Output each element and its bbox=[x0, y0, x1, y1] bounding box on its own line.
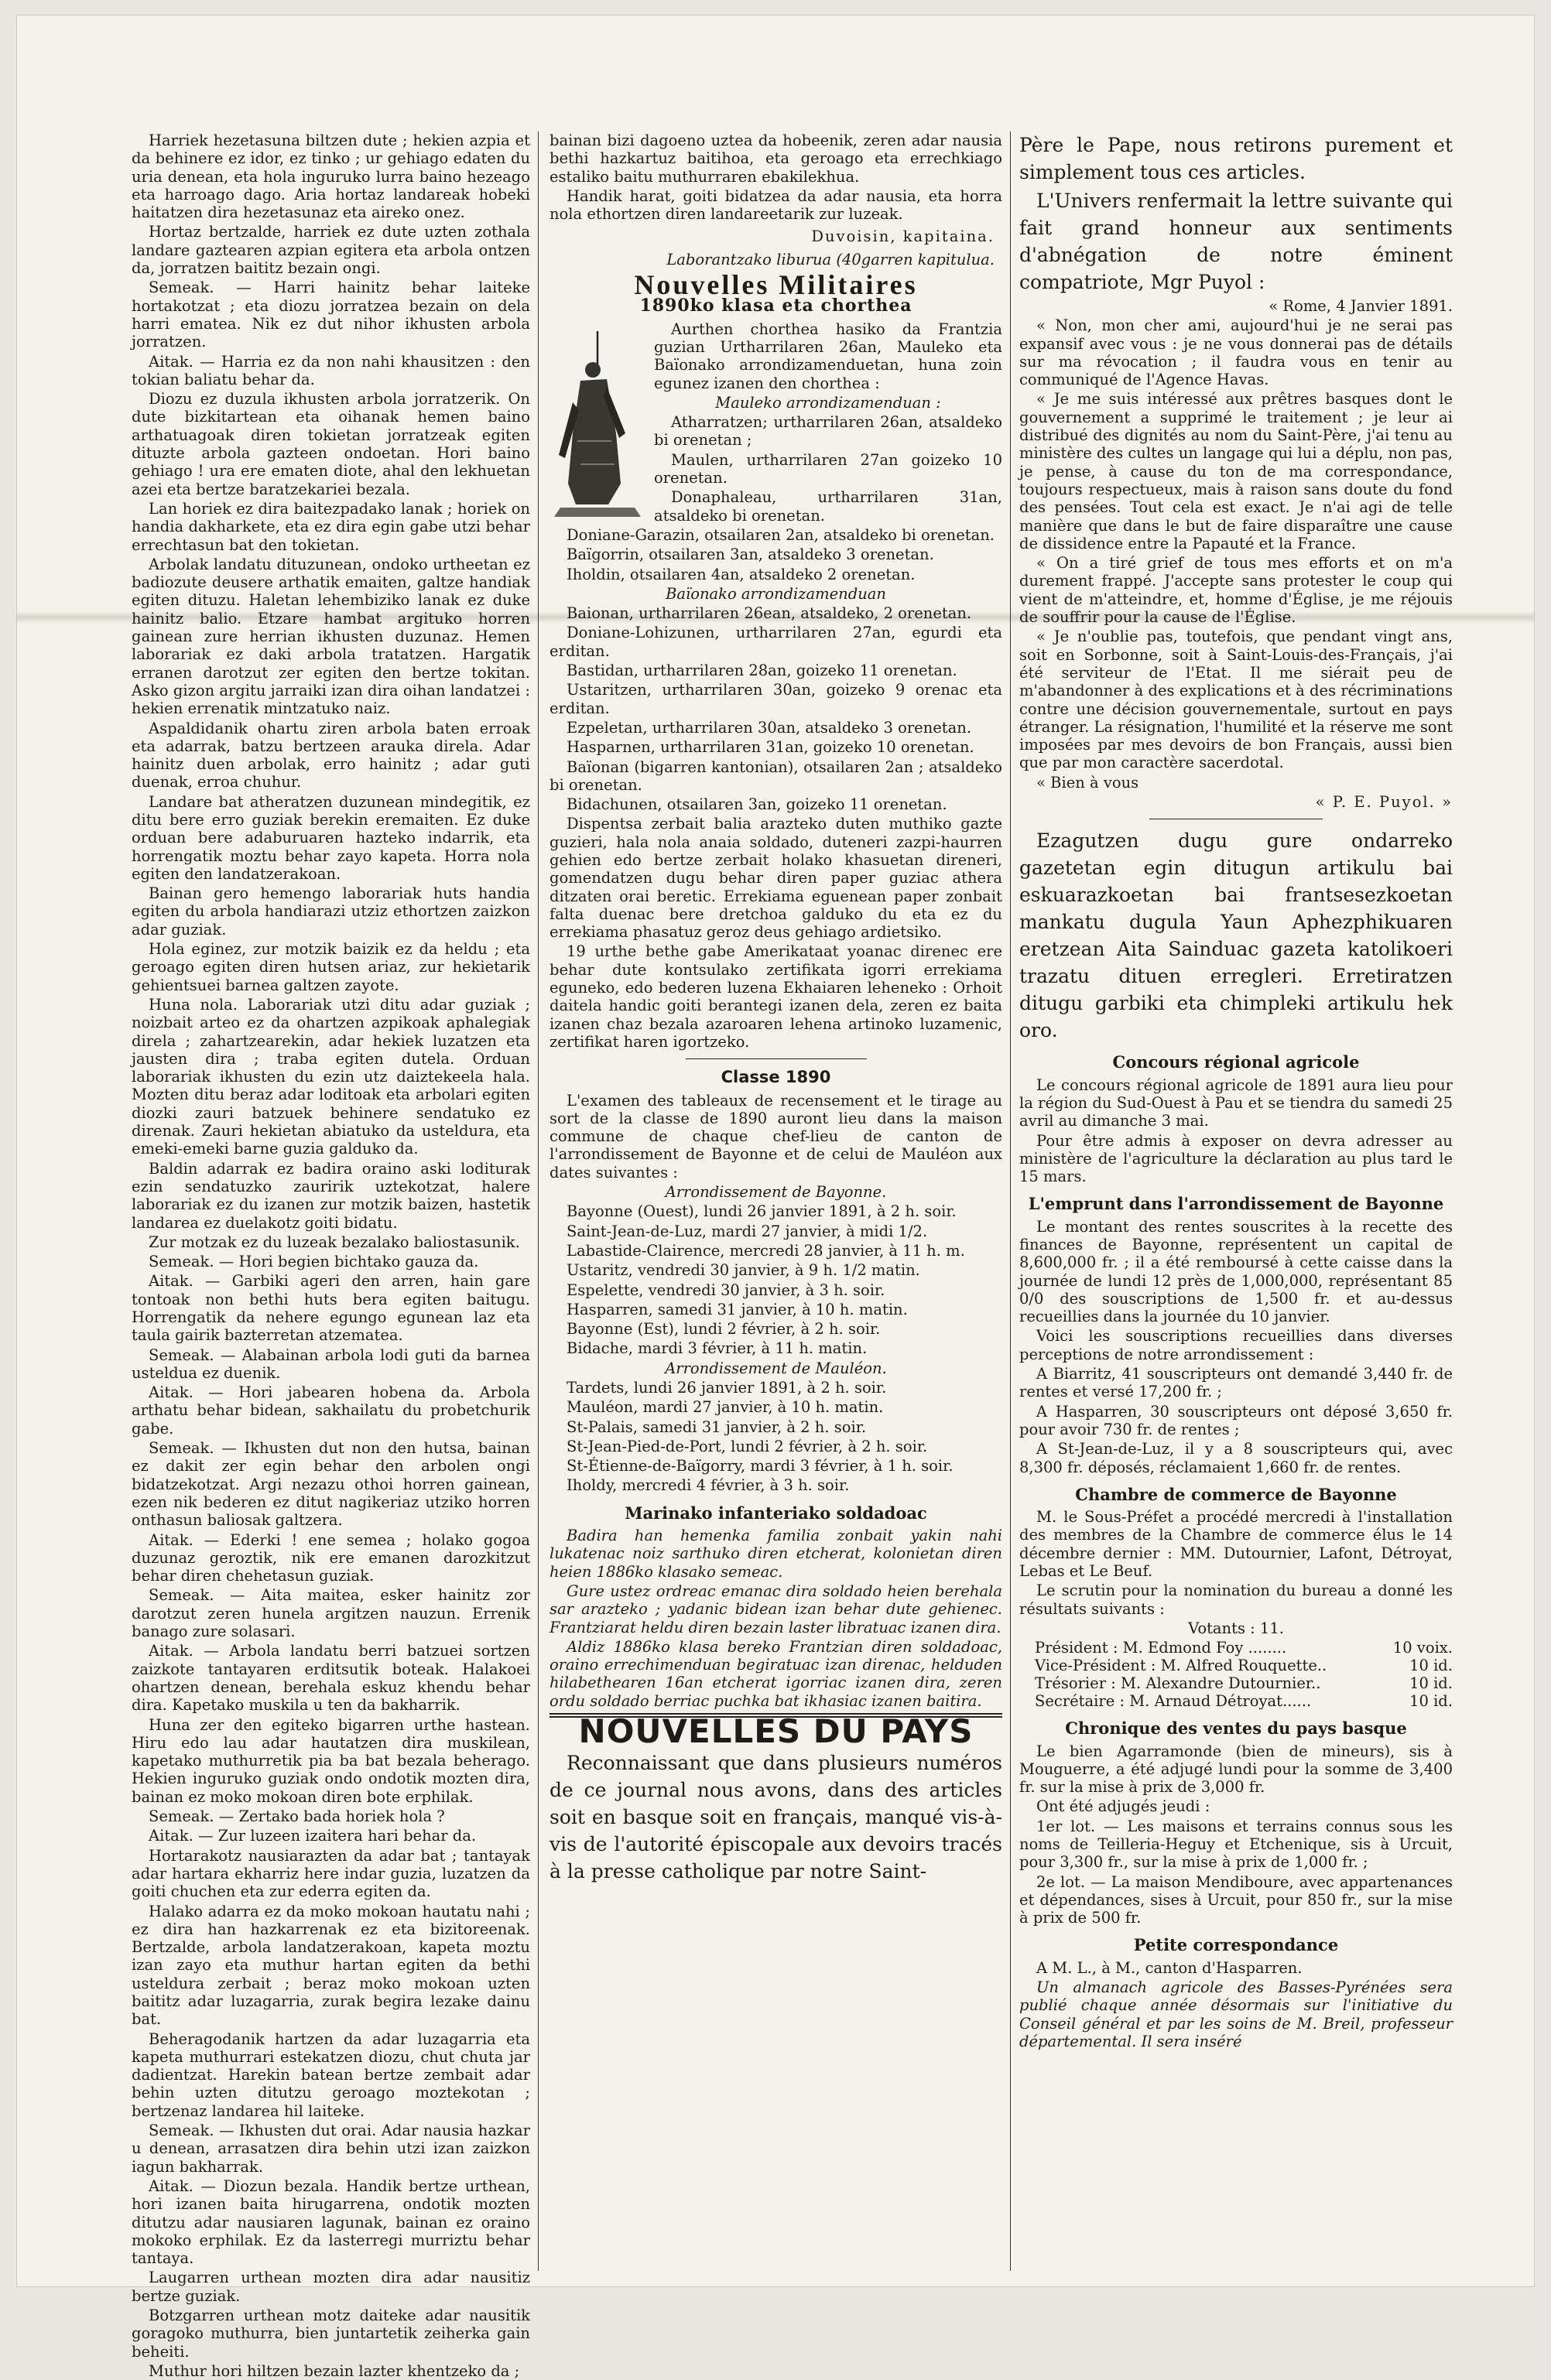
vote-name: Trésorier : M. Alexandre Dutournier.. bbox=[1035, 1674, 1321, 1693]
vote-count: 10 id. bbox=[1409, 1657, 1453, 1675]
paragraph: Diozu ez duzula ikhusten arbola jorratzerik. On dute bizkitartean eta oihanak hemen baino arthatuagoak diren tokietan jorratzeak egiten dituzte arbola gazteen ondoetan. Hori baino gehiago ! ura ere ematen diote, ahal den lekhuetan azei eta bertze baratzekariei bezala. bbox=[132, 390, 530, 498]
paragraph: Beheragodanik hartzen da adar luzagarria eta kapeta muthurrari estekatzen diozu, chut chuta jar dadientzat. Harekin batean bertze zembait adar behin uzten ditutzu geroago moztekotan ; bertzenaz landarea hil laiteke. bbox=[132, 2029, 530, 2120]
list-item: Labastide-Clairence, mercredi 28 janvier, à 11 h. m. bbox=[567, 1241, 965, 1260]
column-1 bbox=[132, 132, 530, 2380]
paragraph: Hortarakotz nausiarazten da adar bat ; tantayak adar hartara ekharriz here indar guzia, luzatzen da goiti chuchen eta zur ederra egiten da. bbox=[132, 1846, 530, 1901]
paragraph: Aurthen chorthea hasiko da Frantzia guzian Urtharrilaren 26an, Mauleko eta Baïonako arrondizamenduetan, huna zoin egunez izanen den chorthea : bbox=[654, 320, 1002, 392]
paragraph: Semeak. — Ikhusten dut non den hutsa, bainan ez dakit zer egin behar den arbolen ongi bidatzekotzat. Argi nezazu othoi horren gainean, ezen nik bederen ez ditut nagikeriaz utziko horren onthasun baliosak galtzera. bbox=[132, 1439, 530, 1530]
paragraph: Baldin adarrak ez badira oraino aski loditurak ezin sendatuzko zauririk uztekotzat, halere laborariak ez du izanen zur motzik baizen, hastetik landarea ez duelakotz goiti bidatu. bbox=[132, 1159, 530, 1232]
signature: Duvoisin, kapitaina. bbox=[811, 227, 995, 246]
column-2 bbox=[550, 132, 1002, 2271]
paragraph: Semeak. — Aita maitea, esker hainitz zor darotzut zeren hunela argitzen nauzun. Errenik banago zure solasari. bbox=[132, 1586, 530, 1641]
list-item: Saint-Jean-de-Luz, mardi 27 janvier, à midi 1/2. bbox=[567, 1222, 928, 1240]
section-title: Classe 1890 bbox=[721, 1068, 831, 1087]
paragraph: Aitak. — Ederki ! ene semea ; holako gogoa duzunaz geroztik, nik ere emanen darozkitzut behar diren chehetasun guziak. bbox=[132, 1530, 530, 1585]
list-item: Ustaritzen, urtharrilaren 30an, goizeko 9 orenac eta erditan. bbox=[550, 681, 1002, 717]
list-item: Doniane-Lohizunen, urtharrilaren 27an, egurdi eta erditan. bbox=[550, 624, 1002, 660]
paragraph: Semeak. — Ikhusten dut orai. Adar nausia hazkar u denean, arrasatzen dira behin utzi izan zaizkon iagun bakharrak. bbox=[132, 2122, 530, 2176]
column-rule bbox=[1010, 132, 1011, 2271]
list-item: Bastidan, urtharrilaren 28an, goizeko 11 orenetan. bbox=[567, 662, 957, 680]
list-item: Baïgorrin, otsailaren 3an, atsaldeko 3 orenetan. bbox=[567, 545, 934, 564]
paragraph: Laugarren urthean mozten dira adar nausitiz bertze guziak. bbox=[132, 2269, 530, 2305]
section-title: Concours régional agricole bbox=[1112, 1052, 1360, 1072]
list-item: St-Étienne-de-Baïgorry, mardi 3 février, à 1 h. soir. bbox=[567, 1457, 954, 1476]
subhead: Arrondissement de Bayonne. bbox=[665, 1183, 887, 1202]
section-title: L'emprunt dans l'arrondissement de Bayonne bbox=[1028, 1194, 1444, 1214]
paragraph: L'examen des tableaux de recensement et le tirage au sort de la classe de 1890 auront lieu dans la maison commune de chaque chef-lieu de canton de l'arrondissement de Bayonne et de celui de Mauléon aux dates suivantes : bbox=[550, 1091, 1002, 1181]
paragraph: Aitak. — Garbiki ageri den arren, hain gare tontoak non bethi huts bera egiten baitugu. Horrengatik da nehere egungo egunean laz eta taula gairik bazterretan atzematea. bbox=[132, 1272, 530, 1345]
paragraph: Aitak. — Diozun bezala. Handik bertze urthean, hori izanen baita hirugarrena, ondotik mozten ditutzu adar nausiaren lagunak, bainan ez oraino mokoko erphilak. Ez da lasterregi murriztu behar tantaya. bbox=[132, 2177, 530, 2268]
paragraph: Aldiz 1886ko klasa bereko Frantzian diren soldadoac, oraino errechimenduan begiratuac izan direnac, helduden hilabethearen 16an etcherat igorriac izanen dira, zeren ordu soldado berriac puchka bat ikhasiac izanen baitira. bbox=[550, 1637, 1002, 1710]
paragraph: 1er lot. — Les maisons et terrains connus sous les noms de Teilleria-Heguy et Etchenique, sis à Urcuit, pour 3,300 fr., sur la mise à prix de 1,000 fr. ; bbox=[1019, 1817, 1453, 1872]
section-title: Nouvelles Militaires bbox=[634, 269, 918, 301]
paragraph: Bainan gero hemengo laborariak huts handia egiten du arbola handiarazi utziz ethortzen zaizkon adar guziak. bbox=[132, 884, 530, 939]
section-title: Marinako infanteriako soldadoac bbox=[625, 1503, 927, 1523]
paragraph: Hortaz bertzalde, harriek ez dute uzten zothala landare gaztearen azpian egitera eta arbola ontzen da, jorratzen baititz bezain ongi. bbox=[132, 223, 530, 278]
list-item: Mauléon, mardi 27 janvier, à 10 h. matin. bbox=[567, 1398, 884, 1417]
paragraph: Huna zer den egiteko bigarren urthe hastean. Hiru edo lau adar hautatzen dira muskilean, kapetako muthurretik pia ba bat bezala beherago. Hekien inguruko guziak ondo ondotik mozten dira, bainan ez moko mokoan diren bote erphilak. bbox=[132, 1715, 530, 1806]
paragraph: Aitak. — Zur luzeen izaitera hari behar da. bbox=[149, 1827, 477, 1845]
list-item: St-Jean-Pied-de-Port, lundi 2 février, à 2 h. soir. bbox=[567, 1437, 928, 1455]
paragraph: 2e lot. — La maison Mendiboure, avec appartenances et dépendances, sises à Urcuit, pour 850 fr., sur la mise à prix de 500 fr. bbox=[1019, 1872, 1453, 1927]
section-subtitle: 1890ko klasa eta chorthea bbox=[639, 296, 912, 316]
list-item: Bidachunen, otsailaren 3an, goizeko 11 orenetan. bbox=[567, 795, 947, 814]
paragraph: bainan bizi dagoeno uztea da hobeenik, zeren adar nausia bethi hazkartuz baitihoa, eta geroago eta errechkiago estaliko baitu muthurraren ebakilekhua. bbox=[550, 132, 1002, 186]
list-item: Ezpeletan, urtharrilaren 30an, atsaldeko 3 orenetan. bbox=[567, 718, 972, 737]
subhead: Baïonako arrondizamenduan bbox=[666, 584, 886, 603]
soldier-illustration bbox=[550, 325, 646, 522]
list-item: A Hasparren, 30 souscripteurs ont déposé 3,650 fr. pour avoir 730 fr. de rentes ; bbox=[1019, 1402, 1453, 1438]
list-item: Bidache, mardi 3 février, à 11 h. matin. bbox=[567, 1339, 868, 1358]
date-line: « Rome, 4 Janvier 1891. bbox=[1269, 297, 1453, 315]
paragraph: Hola eginez, zur motzik baizik ez da heldu ; eta geroago egiten diren hutsen ariaz, zur hekietarik gehientsuei barnea galtzen zayote. bbox=[132, 940, 530, 994]
paragraph: « Je me suis intéressé aux prêtres basques dont le gouvernement a supprimé le traitement ; je leur ai distribué des dignités au nom du Saint-Père, j'ai tenu au ministère des cultes un langage qui lui a déplu, non pas, je pense, à cause du ton de ma correspondance, toujours respectueux, mais à raison sans doute du fond des pensées. Tout cela est exact. Je n'ai agi de telle manière que dans le but de faire disparaître une cause de dissidence entre la Papauté et la France. bbox=[1019, 390, 1453, 552]
paragraph: Dispentsa zerbait balia arazteko duten muthiko gazte guzieri, hala nola anaia soldado, duteneri zazpi-haurren gehien edo bertze zerbait holako khasuetan direneri, gomendatzen dugu behar diren paper guziac athera ditzaten orai beretic. Errekiama eguenean paper zonbait falta duenac bere dretchoa galduko du eta ez du errekiama phasatuz geroz deus gehiago ardietsiko. bbox=[550, 815, 1002, 942]
list-item: Hasparren, samedi 31 janvier, à 10 h. matin. bbox=[567, 1300, 908, 1318]
paragraph: Ezagutzen dugu gure ondarreko gazetetan egin ditugun artikulu bai eskuarazkoetan bai frantsesezkoetan mankatu dugula Yaun Aphezphikuaren eretzean Aita Sainduac gazeta katolikoeri trazatu dituen erregleri. Erretiratzen ditugu garbiki eta chimpleki artikulu hek oro. bbox=[1019, 829, 1453, 1042]
newspaper-page bbox=[17, 15, 1534, 2380]
paragraph: Gure ustez ordreac emanac dira soldado heien berehala sar arazteko ; yadanic bidean izan behar dute gehienec. Frantziarat heldu diren bezain laster libratuac izanen dira. bbox=[550, 1582, 1002, 1636]
paragraph: 19 urthe bethe gabe Amerikataat yoanac direnec ere behar dute kontsulako zertifikata igorri errekiama eguneko, edo bederen luzena Ekhaiaren leheneko : Orhoit daitela handic goiti berantegi izanen dela, zeren ez baita izanen chaz bezala azaroaren lehena artinoko luzamenic, zertifikat haren igortzeko. bbox=[550, 942, 1002, 1051]
vote-name: Président : M. Edmond Foy ........ bbox=[1035, 1639, 1287, 1657]
paragraph: Handik harat, goiti bidatzea da adar nausia, eta horra nola ethortzen diren landareetarik zur luzeak. bbox=[550, 186, 1002, 224]
paragraph: Le montant des rentes souscrites à la recette des finances de Bayonne, représentent un capital de 8,600,000 fr. ; il a été remboursé à cette caisse dans la journée de lundi 12 près de 1,000,000, représentant 85 0/0 des souscriptions de 1,500 fr. et au-dessus recueillies dans la journée du 10 janvier. bbox=[1019, 1217, 1453, 1326]
section-title: Petite correspondance bbox=[1133, 1935, 1339, 1955]
paragraph: Un almanach agricole des Basses-Pyrénées sera publié chaque année désormais sur l'initiative du Conseil général et par les soins de M. Breil, professeur départemental. Il sera inséré bbox=[1019, 1978, 1453, 2050]
paragraph: « Non, mon cher ami, aujourd'hui je ne serai pas expansif avec vous : je ne vous donnerai pas de détails sur ma révocation ; il faudra vous en tenir au communiqué de l'Agence Havas. bbox=[1019, 316, 1453, 389]
vote-row bbox=[1019, 1674, 1453, 1692]
paragraph: M. le Sous-Préfet a procédé mercredi à l'installation des membres de la Chambre de commerce élus le 14 décembre dernier : MM. Dutournier, Lafont, Détroyat, Lebas et Le Beuf. bbox=[1019, 1508, 1453, 1581]
paragraph: « Bien à vous bbox=[1036, 773, 1139, 792]
paragraph: Voici les souscriptions recueillies dans diverses perceptions de notre arrondissement : bbox=[1019, 1327, 1453, 1363]
signature: « P. E. Puyol. » bbox=[1315, 793, 1453, 812]
paragraph: Pour être admis à exposer on devra adresser au ministère de l'agriculture la déclaration au plus tard le 15 mars. bbox=[1019, 1131, 1453, 1186]
list-item: Espelette, vendredi 30 janvier, à 3 h. soir. bbox=[567, 1281, 885, 1299]
list-item: A Biarritz, 41 souscripteurs ont demandé 3,440 fr. de rentes et versé 17,200 fr. ; bbox=[1019, 1365, 1453, 1401]
paragraph: Harriek hezetasuna biltzen dute ; hekien azpia et da behinere ez idor, ez tinko ; ur gehiago edaten du uria denean, eta hola inguruko lurra baino hezeago eta harroago dago. Aria hortaz landareak hobeki haitatzen dira hezetasunaz eta aireko onez. bbox=[132, 132, 530, 222]
list-item: Atharratzen; urtharrilaren 26an, atsaldeko bi orenetan ; bbox=[654, 413, 1002, 450]
list-item: Donaphaleau, urtharrilaren 31an, atsaldeko bi orenetan. bbox=[654, 488, 1002, 525]
vote-count: 10 id. bbox=[1409, 1692, 1453, 1711]
vote-count: 10 id. bbox=[1409, 1674, 1453, 1693]
vote-name: Vice-Président : M. Alfred Rouquette.. bbox=[1035, 1657, 1327, 1675]
list-item: Tardets, lundi 26 janvier 1891, à 2 h. soir. bbox=[567, 1379, 887, 1397]
section-title: NOUVELLES DU PAYS bbox=[550, 1713, 1002, 1740]
paragraph: Le scrutin pour la nomination du bureau a donné les résultats suivants : bbox=[1019, 1582, 1453, 1618]
vote-row bbox=[1019, 1639, 1453, 1657]
section-title: Chronique des ventes du pays basque bbox=[1065, 1718, 1407, 1739]
vote-name: Secrétaire : M. Arnaud Détroyat...... bbox=[1035, 1692, 1312, 1711]
paragraph: Le bien Agarramonde (bien de mineurs), sis à Mouguerre, a été adjugé lundi pour la somme de 3,400 fr. sur la mise à prix de 3,000 fr. bbox=[1019, 1742, 1453, 1797]
list-item: Bayonne (Ouest), lundi 26 janvier 1891, à 2 h. soir. bbox=[567, 1202, 957, 1221]
paragraph: Aitak. — Hori jabearen hobena da. Arbola arthatu behar bidean, sakhailatu du probetchurik gabe. bbox=[132, 1383, 530, 1438]
list-item: Baïonan (bigarren kantonian), otsailaren 2an ; atsaldeko bi orenetan. bbox=[550, 757, 1002, 794]
vote-row bbox=[1019, 1657, 1453, 1674]
paragraph: Botzgarren urthean motz daiteke adar nausitik goragoko muthurra, bien juntartetik zeiherka gain beheiti. bbox=[132, 2306, 530, 2361]
paragraph: Ont été adjugés jeudi : bbox=[1036, 1797, 1210, 1816]
paragraph: A M. L., à M., canton d'Hasparren. bbox=[1036, 1958, 1303, 1977]
section-title: Chambre de commerce de Bayonne bbox=[1075, 1484, 1397, 1504]
paragraph: Lan horiek ez dira baitezpadako lanak ; horiek on handia dakharkete, eta ez dira egin gabe utzi behar errechtasun bat den tokietan. bbox=[132, 499, 530, 554]
subhead: Mauleko arrondizamenduan : bbox=[715, 393, 941, 412]
list-item: Iholdin, otsailaren 4an, atsaldeko 2 orenetan. bbox=[567, 565, 916, 583]
list-item: St-Palais, samedi 31 janvier, à 2 h. soir. bbox=[567, 1417, 867, 1436]
vote-count: 10 voix. bbox=[1392, 1639, 1453, 1657]
column-rule bbox=[538, 132, 539, 2271]
list-item: Bayonne (Est), lundi 2 février, à 2 h. soir. bbox=[567, 1320, 881, 1339]
paragraph: « On a tiré grief de tous mes efforts et on m'a durement frappé. J'accepte sans protester le coup qui vient de m'atteindre, et, homme d'Église, je me réjouis de souffrir pour la cause de l'Église. bbox=[1019, 554, 1453, 627]
list-item: Maulen, urtharrilaren 27an goizeko 10 orenetan. bbox=[654, 450, 1002, 487]
list-item: A St-Jean-de-Luz, il y a 8 souscripteurs qui, avec 8,300 fr. déposés, réclamaient 1,660 fr. de rentes. bbox=[1019, 1440, 1453, 1476]
paragraph: Arbolak landatu dituzunean, ondoko urtheetan ez badiozute deusere arthatik emaiten, galtze handiak egiten dituzu. Haletan lehembiziko lanak ez duke hainitz balio. Etzare hambat argituko horren gainean zure herrian ikhusten duzunaz. Hemen laborariak ez daki arbola tratatzen. Hargatik erranen darotzut zer egiten den bertze tokitan. Asko gizon argitu jarraiki izan dira oihan landatzei : hekien errenatik mintzatuko naiz. bbox=[132, 555, 530, 718]
list-item: Iholdy, mercredi 4 février, à 3 h. soir. bbox=[567, 1476, 850, 1495]
votants: Votants : 11. bbox=[1188, 1619, 1284, 1637]
paragraph: Semeak. — Harri hainitz behar laiteke hortakotzat ; eta diozu jorratzea bezain on dela harri ematea. Nik ez dut nihor ikhusten arbola jorratzen. bbox=[132, 279, 530, 351]
column-3 bbox=[1019, 132, 1453, 2271]
paragraph: Aitak. — Harria ez da non nahi khausitzen : den tokian baliatu behar da. bbox=[132, 352, 530, 388]
paragraph: Muthur hori hiltzen bezain lazter khentzeko da ; bbox=[149, 2361, 520, 2380]
list-item: Ustaritz, vendredi 30 janvier, à 9 h. 1/2 matin. bbox=[567, 1261, 920, 1280]
paragraph: Huna nola. Laborariak utzi ditu adar guziak ; noizbait arteo ez da ohartzen azpikoak aphalegiak direla ; zahartzearekin, adar hekiek luzatzen eta jausten dira ; traba egiten dutela. Orduan laborariak ikhusten du ezin utz daiztekeela hala. Mozten ditu beraz adar loditoak eta arbolari egiten diozki zauri batzuek behinere sendatuko ez direnak. Zauri hekietan abiatuko da usteldura, eta emeki-emeki barne guzia galduko da. bbox=[132, 995, 530, 1158]
paragraph: Badira han hemenka familia zonbait yakin nahi lukatenac noiz sarthuko diren etcherat, kolonietan diren heien 1886ko klasako semeac. bbox=[550, 1527, 1002, 1581]
paragraph: Aspaldidanik ohartu ziren arbola baten erroak eta adarrak, batzu bertzeen arauka direla. Adar hainitz duen arbolak, erro hainitz ; adar guti duenak, erroa chuhur. bbox=[132, 719, 530, 792]
paragraph: Le concours régional agricole de 1891 aura lieu pour la région du Sud-Ouest à Pau et se tiendra du samedi 25 avril au dimanche 3 mai. bbox=[1019, 1075, 1453, 1130]
paragraph: Reconnaissant que dans plusieurs numéros de ce journal nous avons, dans des articles soit en basque soit en français, manqué vis-à-vis de l'autorité épiscopale aux devoirs tracés à la presse catholique par notre Saint- bbox=[550, 1752, 1002, 1883]
paragraph: Halako adarra ez da moko mokoan hautatu nahi ; ez dira han hazkarrenak ez eta bizitoreenak. Bertzalde, arbola landatzerakoan, kapeta moztu izan zayo eta muthur hartan egiten da bethi usteldura zerbait ; beraz moko mokoan uzten baititz adar luzagarria, zurak begira lezake dainu bat. bbox=[132, 1902, 530, 2029]
vote-row bbox=[1019, 1692, 1453, 1710]
paragraph: Aitak. — Arbola landatu berri batzuei sortzen zaizkote tantayaren erditsutik boteak. Halakoei ohartzen denean, berehala eskuz khendu behar dira. Kapetako muskila u ten da bakharrik. bbox=[132, 1642, 530, 1715]
list-item: Doniane-Garazin, otsailaren 2an, atsaldeko bi orenetan. bbox=[567, 525, 995, 544]
paragraph: L'Univers renfermait la lettre suivante qui fait grand honneur aux sentiments d'abnégation de notre éminent compatriote, Mgr Puyol : bbox=[1019, 190, 1453, 293]
subhead: Arrondissement de Mauléon. bbox=[665, 1359, 887, 1377]
source: Laborantzako liburua (40garren kapitulua. bbox=[666, 250, 995, 268]
divider bbox=[686, 1058, 867, 1059]
paragraph: Père le Pape, nous retirons purement et simplement tous ces articles. bbox=[1019, 134, 1453, 183]
paragraph: Semeak. — Alabainan arbola lodi guti da barnea usteldua ez duenik. bbox=[132, 1346, 530, 1382]
head bbox=[585, 362, 601, 378]
paragraph: Semeak. — Zertako bada horiek hola ? bbox=[149, 1807, 445, 1826]
list-item: Baionan, urtharrilaren 26ean, atsaldeko, 2 orenetan. bbox=[567, 604, 972, 623]
paragraph: « Je n'oublie pas, toutefois, que pendant vingt ans, soit en Sorbonne, soit à Saint-Louis-des-Français, j'ai été serviteur de l'Etat. Il me siérait peu de m'abandonner à des explications et à des récriminations contre une décision gouvernementale, surtout en pays étranger. La résignation, l'humilité et la réserve me sont imposées par mes devoirs de bon Français, aussi bien que par mon caractère sacerdotal. bbox=[1019, 627, 1453, 772]
paragraph: Zur motzak ez du luzeak bezalako baliostasunik. bbox=[149, 1233, 520, 1251]
paragraph: Semeak. — Hori begien bichtako gauza da. bbox=[149, 1253, 479, 1271]
list-item: Hasparnen, urtharrilaren 31an, goizeko 10 orenetan. bbox=[567, 738, 974, 757]
paragraph: Landare bat atheratzen duzunean mindegitik, ez ditu bere erro guziak berekin eremaiten. Ez duke orduan bere adaburuaren hazteko indarrik, eta horrengatik moztu behar zayo kapeta. Horra nola egiten den landatzerakoan. bbox=[132, 792, 530, 883]
